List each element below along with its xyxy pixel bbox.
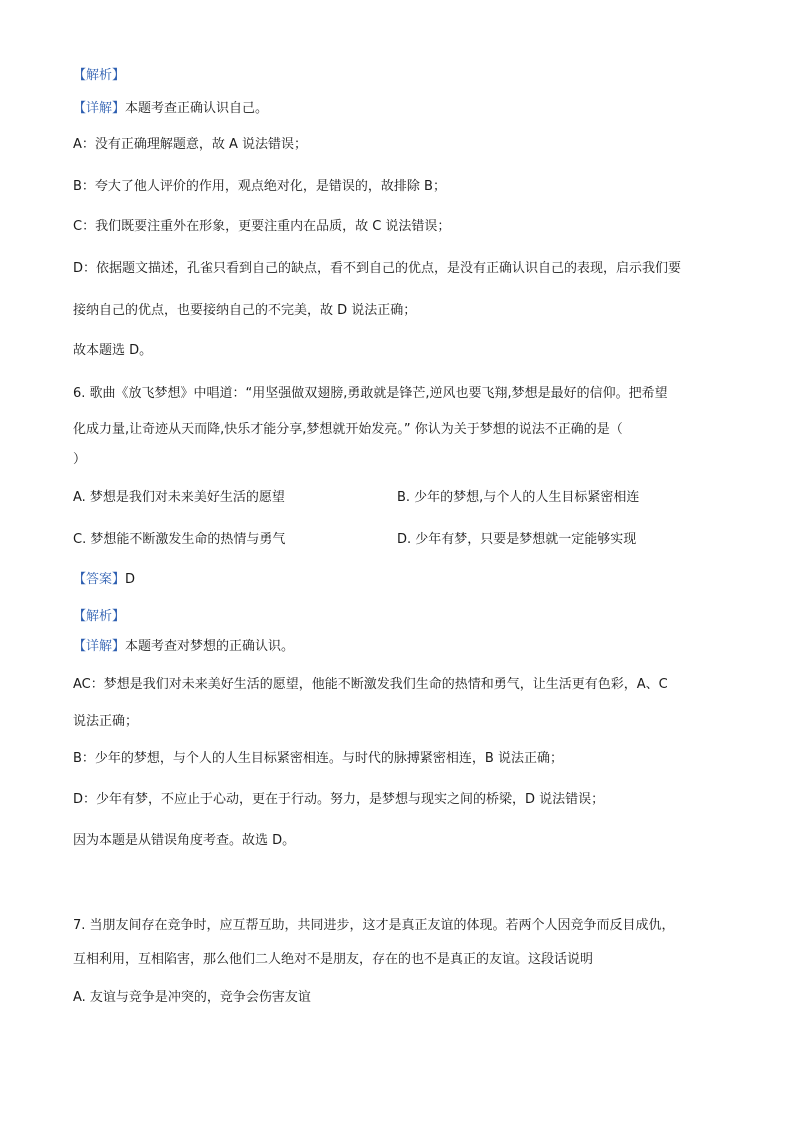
analysis-line: 因为本题是从错误角度考查。故选 D。: [73, 833, 296, 848]
detail-line: [73, 639, 294, 655]
option-a: A. 友谊与竞争是冲突的，竞争会伤害友谊: [73, 990, 311, 1005]
detail-tag: 【详解】: [73, 639, 126, 654]
answer-line: [73, 572, 135, 588]
option-d: D. 少年有梦，只要是梦想就一定能够实现: [397, 532, 637, 547]
question-stem-line: 6. 歌曲《放飞梦想》中唱道：“用坚强做双翅膀,勇敢就是锋芒,逆风也要飞翔,梦想是最好的信仰。把希望: [73, 386, 668, 401]
analysis-line: B：少年的梦想，与个人的人生目标紧密相连。与时代的脉搏紧密相连，B 说法正确；: [73, 751, 563, 766]
analysis-line: 故本题选 D。: [73, 343, 153, 358]
question-stem-line: 化成力量,让奇迹从天而降,快乐才能分享,梦想就开始发亮。” 你认为关于梦想的说法不正确的是（: [73, 422, 623, 437]
detail-text: 本题考查对梦想的正确认识。: [125, 639, 295, 654]
detail-tag: 【详解】: [73, 101, 126, 116]
option-a: A. 梦想是我们对未来美好生活的愿望: [73, 490, 285, 505]
detail-line: [73, 101, 268, 117]
detail-text: 本题考查正确认识自己。: [125, 101, 269, 116]
analysis-line: AC：梦想是我们对未来美好生活的愿望，他能不断激发我们生命的热情和勇气，让生活更有色彩，A、C: [73, 677, 668, 692]
question-stem-line: 7. 当朋友间存在竞争时，应互帮互助，共同进步，这才是真正友谊的体现。若两个人因竞争而反目成仇，: [73, 918, 675, 933]
question-stem-line: ）: [73, 452, 87, 467]
analysis-line: A：没有正确理解题意，故 A 说法错误；: [73, 137, 308, 152]
analysis-line: C：我们既要注重外在形象，更要注重内在品质，故 C 说法错误；: [73, 219, 451, 234]
analysis-line: 接纳自己的优点，也要接纳自己的不完美，故 D 说法正确；: [73, 303, 417, 318]
analysis-line: B：夸大了他人评价的作用，观点绝对化，是错误的，故排除 B；: [73, 179, 446, 194]
answer-tag: 【答案】: [73, 572, 126, 587]
analysis-line: D：少年有梦，不应止于心动，更在于行动。努力，是梦想与现实之间的桥梁，D 说法错误；: [73, 792, 605, 807]
option-c: C. 梦想能不断激发生命的热情与勇气: [73, 532, 286, 547]
analysis-tag: 【解析】: [73, 68, 126, 83]
answer-value: D: [125, 572, 136, 587]
analysis-line: 说法正确；: [73, 714, 139, 729]
analysis-tag: 【解析】: [73, 609, 126, 624]
option-b: B. 少年的梦想,与个人的人生目标紧密相连: [397, 490, 640, 505]
question-stem-line: 互相利用，互相陷害，那么他们二人绝对不是朋友，存在的也不是真正的友谊。这段话说明: [73, 952, 594, 967]
analysis-line: D：依据题文描述，孔雀只看到自己的缺点，看不到自己的优点，是没有正确认识自己的表现，启示我们要: [73, 261, 682, 276]
